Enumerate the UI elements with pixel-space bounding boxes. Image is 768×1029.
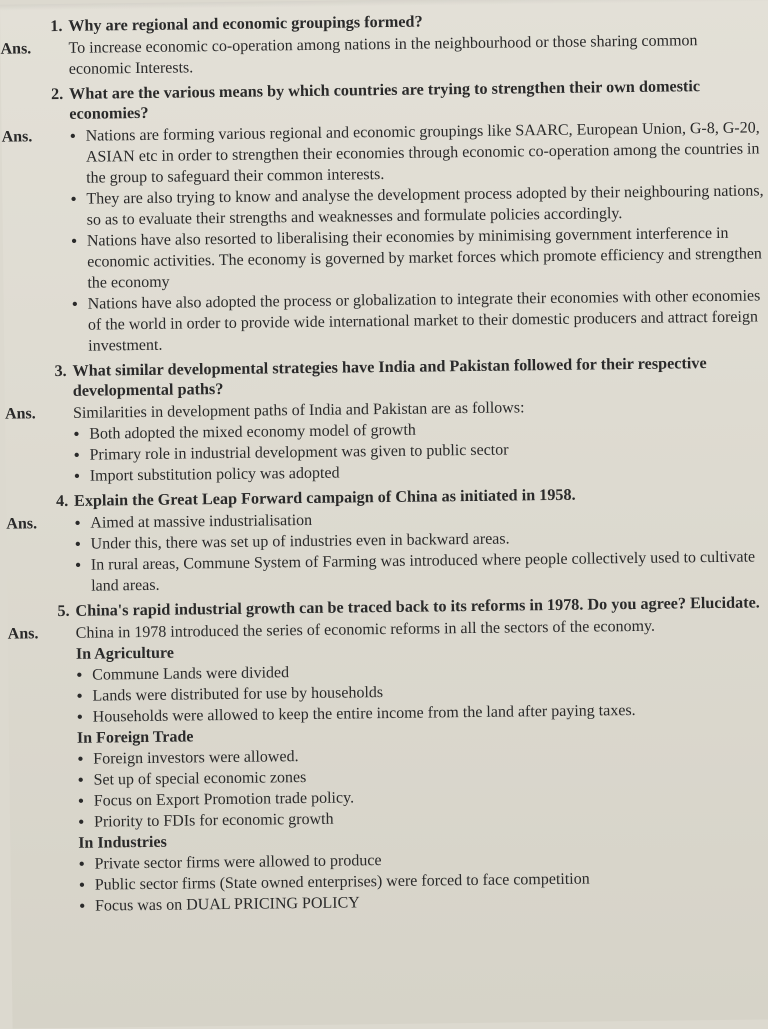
- list-item: • Focus on Export Promotion trade policy.: [78, 782, 768, 811]
- answer-5: [7, 614, 768, 917]
- answer-text: To increase economic co-operation among nations in the neighbourhood or those sharing common economic Interests.: [68, 32, 698, 78]
- list-item: • Foreign investors were allowed.: [77, 740, 768, 769]
- list-item: • Nations have also adopted the process or globalization to integrate their economies with other economies of the world in order to provide wide international market to their domestic producers and attract foreign investment.: [72, 285, 767, 356]
- question-number: 4.: [55, 491, 69, 511]
- question-number: 2.: [51, 84, 64, 104]
- list-item: • Aimed at massive industrialisation: [74, 504, 768, 533]
- answer-4: [6, 504, 768, 597]
- answer-3: [4, 394, 768, 487]
- question-2: [51, 75, 763, 124]
- answer-label: Ans.: [6, 515, 38, 533]
- list-item: • Set up of special economic zones: [77, 761, 768, 790]
- list-item: • Focus was on DUAL PRICING POLICY: [79, 887, 768, 916]
- list-item: • Lands were distributed for use by households: [76, 677, 768, 706]
- list-item: • Private sector firms were allowed to produce: [78, 845, 768, 874]
- question-3: [54, 352, 766, 401]
- list-item: • In rural areas, Commune System of Farming was introduced where people collectively used to cultivate land areas.: [75, 546, 768, 596]
- list-item: • Primary role in industrial development was given to public sector: [73, 436, 767, 465]
- answer-label: Ans.: [7, 625, 39, 643]
- question-number: 3.: [54, 361, 67, 381]
- bullet-list: [73, 415, 768, 486]
- bullet-list: [76, 656, 768, 727]
- bullet-list: [70, 117, 767, 356]
- bullet-list: [77, 740, 768, 832]
- list-item: • Priority to FDIs for economic growth: [78, 803, 768, 832]
- section-heading-industries: In Industries: [78, 833, 167, 852]
- list-item: • Under this, there was set up of industries even in backward areas.: [74, 525, 768, 554]
- question-text: China's rapid industrial growth can be traced back to its reforms in 1978. Do you agree? Elucidate.: [75, 593, 760, 620]
- answer-label: Ans.: [1, 128, 33, 146]
- question-text: Explain the Great Leap Forward campaign of China as initiated in 1958.: [73, 485, 576, 510]
- question-number: 1.: [50, 16, 63, 36]
- list-item: • Import substitution policy was adopted: [74, 457, 768, 486]
- answer-intro: Similarities in development paths of India and Pakistan are as follows:: [72, 399, 525, 422]
- bullet-list: [74, 504, 768, 596]
- section-heading-agriculture: In Agriculture: [75, 644, 175, 663]
- question-number: 5.: [57, 601, 70, 621]
- list-item: • Nations have also resorted to liberalising their economies by minimising government interference in economic activities. The economy is governed by market forces which promote efficiency and strengthen the economy: [71, 222, 766, 293]
- answer-2: [1, 117, 767, 357]
- list-item: • Households were allowed to keep the entire income from the land after paying taxes.: [77, 698, 768, 727]
- answer-intro: China in 1978 introduced the series of economic reforms in all the sectors of the economy.: [75, 617, 656, 642]
- bullet-list: [78, 845, 768, 916]
- question-text: What are the various means by which countries are trying to strengthen their own domestic economies?: [69, 77, 701, 123]
- question-text: Why are regional and economic groupings formed?: [68, 12, 423, 35]
- list-item: • Both adopted the mixed economy model of growth: [73, 415, 767, 444]
- question-text: What similar developmental strategies have India and Pakistan followed for their respective developmental paths?: [72, 354, 707, 400]
- list-item: • Commune Lands were divided: [76, 656, 768, 685]
- answer-1: [0, 29, 762, 80]
- answer-label: Ans.: [4, 405, 36, 423]
- answer-label: Ans.: [0, 40, 32, 58]
- list-item: • They are also trying to know and analyse the development process adopted by their neighbouring nations, so as to evaluate their strengths and weaknesses and formulate policies accordingly.: [70, 180, 764, 230]
- section-heading-foreign-trade: In Foreign Trade: [76, 728, 194, 747]
- list-item: • Nations are forming various regional and economic groupings like SAARC, European Union, G-8, G-20, ASIAN etc in order to strengthen their economies through economic co-operation among the countries in the group to safeguard their common interests.: [70, 117, 765, 188]
- list-item: • Public sector firms (State owned enterprises) were forced to face competition: [79, 866, 768, 895]
